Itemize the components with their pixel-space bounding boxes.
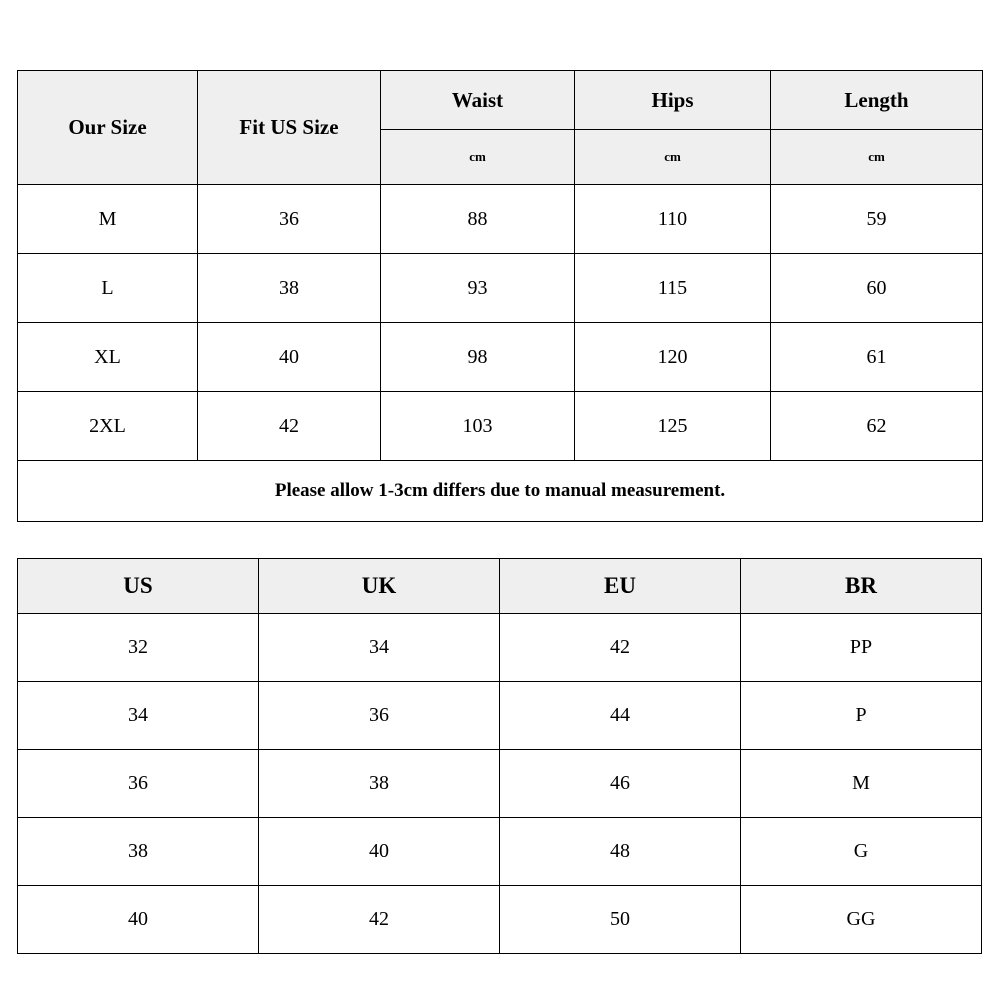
- header-hips: Hips: [575, 71, 771, 130]
- cell-eu: 44: [500, 682, 741, 750]
- cell-hips: 120: [575, 323, 771, 392]
- header-br: BR: [741, 559, 982, 614]
- cell-eu: 42: [500, 614, 741, 682]
- conversion-header-row: [18, 559, 982, 614]
- cell-waist: 88: [381, 185, 575, 254]
- header-uk: UK: [259, 559, 500, 614]
- table-row: [18, 750, 982, 818]
- cell-br: M: [741, 750, 982, 818]
- cell-br: GG: [741, 886, 982, 954]
- cell-waist: 98: [381, 323, 575, 392]
- cell-our-size: M: [18, 185, 198, 254]
- table-row: [18, 886, 982, 954]
- cell-uk: 36: [259, 682, 500, 750]
- cell-fit-us-size: 42: [198, 392, 381, 461]
- cell-our-size: XL: [18, 323, 198, 392]
- cell-us: 34: [18, 682, 259, 750]
- cell-length: 60: [771, 254, 983, 323]
- header-waist-unit: cm: [381, 130, 575, 185]
- header-eu: EU: [500, 559, 741, 614]
- garment-size-table: [17, 70, 983, 522]
- table-row: [18, 682, 982, 750]
- cell-hips: 110: [575, 185, 771, 254]
- cell-eu: 50: [500, 886, 741, 954]
- cell-length: 61: [771, 323, 983, 392]
- cell-br: G: [741, 818, 982, 886]
- cell-us: 38: [18, 818, 259, 886]
- cell-hips: 115: [575, 254, 771, 323]
- cell-us: 36: [18, 750, 259, 818]
- size-conversion-table: [17, 558, 982, 954]
- cell-our-size: L: [18, 254, 198, 323]
- header-our-size: Our Size: [18, 71, 198, 185]
- header-length: Length: [771, 71, 983, 130]
- cell-length: 59: [771, 185, 983, 254]
- cell-eu: 48: [500, 818, 741, 886]
- cell-eu: 46: [500, 750, 741, 818]
- cell-waist: 93: [381, 254, 575, 323]
- cell-uk: 34: [259, 614, 500, 682]
- measurement-note: Please allow 1-3cm differs due to manual measurement.: [18, 461, 983, 522]
- table-row: [18, 818, 982, 886]
- cell-fit-us-size: 40: [198, 323, 381, 392]
- cell-uk: 40: [259, 818, 500, 886]
- cell-br: P: [741, 682, 982, 750]
- table-row: [18, 392, 983, 461]
- table-row: [18, 614, 982, 682]
- cell-fit-us-size: 38: [198, 254, 381, 323]
- cell-our-size: 2XL: [18, 392, 198, 461]
- cell-uk: 38: [259, 750, 500, 818]
- header-hips-unit: cm: [575, 130, 771, 185]
- header-length-unit: cm: [771, 130, 983, 185]
- table-row: [18, 185, 983, 254]
- cell-length: 62: [771, 392, 983, 461]
- cell-waist: 103: [381, 392, 575, 461]
- table-note-row: [18, 461, 983, 522]
- table-row: [18, 254, 983, 323]
- cell-fit-us-size: 36: [198, 185, 381, 254]
- header-waist: Waist: [381, 71, 575, 130]
- header-us: US: [18, 559, 259, 614]
- table-row: [18, 323, 983, 392]
- cell-uk: 42: [259, 886, 500, 954]
- cell-br: PP: [741, 614, 982, 682]
- cell-us: 40: [18, 886, 259, 954]
- table-header-row-primary: [18, 71, 983, 130]
- cell-us: 32: [18, 614, 259, 682]
- cell-hips: 125: [575, 392, 771, 461]
- header-fit-us-size: Fit US Size: [198, 71, 381, 185]
